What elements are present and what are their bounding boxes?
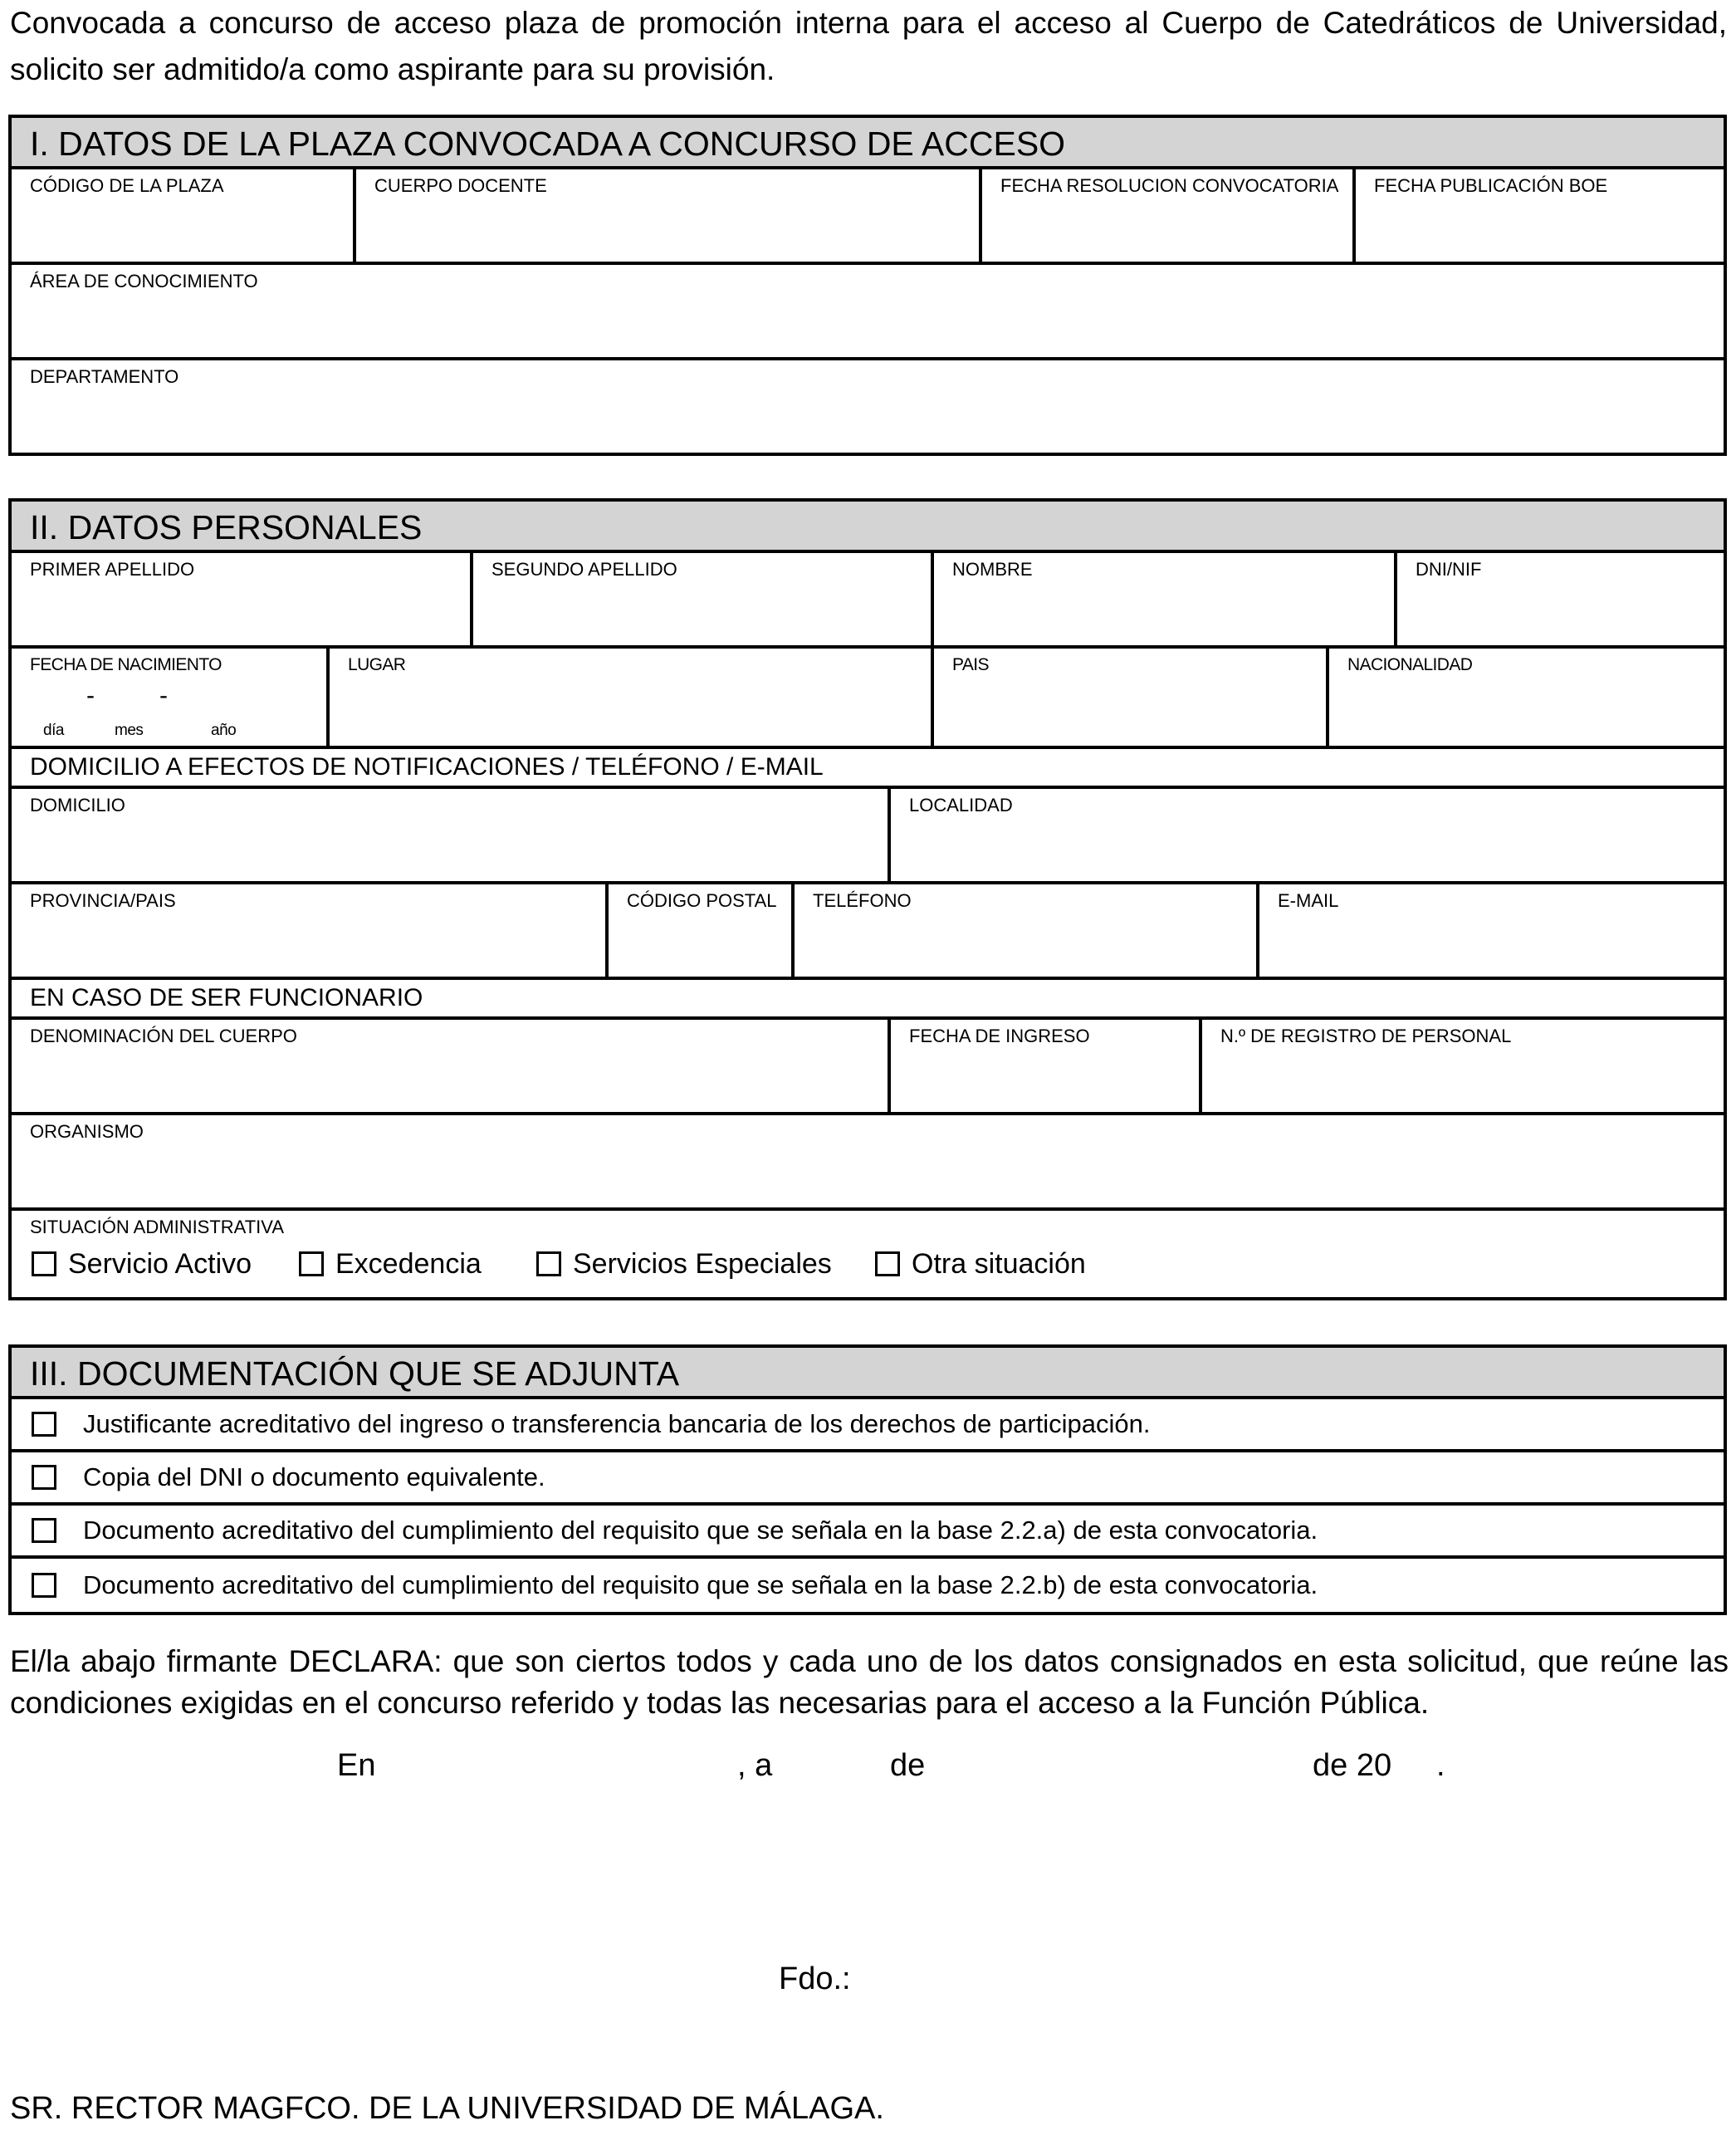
nacionalidad-field[interactable] xyxy=(1329,649,1724,746)
situacion-label: SITUACIÓN ADMINISTRATIVA xyxy=(30,1217,284,1237)
declaration-text: El/la abajo firmante DECLARA: que son ciertos todos y cada uno de los datos consignados en esta solicitud, que reúne las condiciones exigidas en el concurso referido y todas las necesarias para el acceso a la Función Pública. xyxy=(10,1644,1729,1720)
denominacion-cuerpo-field[interactable] xyxy=(12,1020,891,1112)
codigo-postal-label: CÓDIGO POSTAL xyxy=(627,890,777,911)
localidad-field[interactable] xyxy=(891,789,1724,881)
situacion-option-otra[interactable] xyxy=(875,1248,1086,1281)
section-personales-title: II. DATOS PERSONALES xyxy=(12,502,1724,553)
cuerpo-docente-label: CUERPO DOCENTE xyxy=(374,175,547,196)
doc-item-dni[interactable] xyxy=(12,1452,1724,1506)
lugar-field[interactable] xyxy=(330,649,934,746)
departamento-label: DEPARTAMENTO xyxy=(30,366,179,387)
nombre-field[interactable] xyxy=(934,553,1397,645)
domicilio-label: DOMICILIO xyxy=(30,795,125,815)
checkbox-icon[interactable] xyxy=(32,1465,56,1490)
date-dia-label: día xyxy=(43,722,64,739)
doc-item-label: Copia del DNI o documento equivalente. xyxy=(83,1462,545,1491)
provincia-label: PROVINCIA/PAIS xyxy=(30,890,176,911)
fecha-boe-field[interactable] xyxy=(1356,169,1724,262)
fecha-ingreso-label: FECHA DE INGRESO xyxy=(909,1026,1090,1046)
doc-item-requisito-b[interactable] xyxy=(12,1559,1724,1612)
section-documentacion xyxy=(8,1344,1727,1615)
checkbox-icon[interactable] xyxy=(299,1251,324,1276)
area-conocimiento-label: ÁREA DE CONOCIMIENTO xyxy=(30,271,258,291)
situacion-option-label: Excedencia xyxy=(335,1247,482,1280)
organismo-label: ORGANISMO xyxy=(30,1121,144,1142)
doc-item-justificante[interactable] xyxy=(12,1399,1724,1452)
localidad-label: LOCALIDAD xyxy=(909,795,1013,815)
checkbox-icon[interactable] xyxy=(32,1251,56,1276)
fecha-nacimiento-field[interactable] xyxy=(12,649,330,746)
registro-personal-label: N.º DE REGISTRO DE PERSONAL xyxy=(1220,1026,1512,1046)
nombre-label: NOMBRE xyxy=(952,559,1033,580)
fecha-boe-label: FECHA PUBLICACIÓN BOE xyxy=(1374,175,1608,196)
doc-item-requisito-a[interactable] xyxy=(12,1506,1724,1559)
situacion-option-label: Servicios Especiales xyxy=(573,1247,832,1280)
date-anio-label: año xyxy=(211,722,237,739)
telefono-field[interactable] xyxy=(795,884,1259,977)
primer-apellido-label: PRIMER APELLIDO xyxy=(30,559,195,580)
fecha-resolucion-label: FECHA RESOLUCION CONVOCATORIA xyxy=(1000,175,1339,196)
section-plaza-title: I. DATOS DE LA PLAZA CONVOCADA A CONCURSO DE ACCESO xyxy=(12,118,1724,169)
funcionario-subheader: EN CASO DE SER FUNCIONARIO xyxy=(12,980,1724,1020)
situacion-options xyxy=(12,1239,1724,1289)
place-a-label: , a xyxy=(737,1748,773,1783)
doc-item-label: Justificante acreditativo del ingreso o transferencia bancaria de los derechos de participación. xyxy=(83,1409,1151,1438)
domicilio-subheader: DOMICILIO A EFECTOS DE NOTIFICACIONES / TELÉFONO / E-MAIL xyxy=(12,749,1724,789)
dni-label: DNI/NIF xyxy=(1416,559,1482,580)
place-year-label: de 20 xyxy=(1313,1748,1392,1783)
fecha-nacimiento-label: FECHA DE NACIMIENTO xyxy=(30,655,222,674)
recipient-text: SR. RECTOR MAGFCO. DE LA UNIVERSIDAD DE MÁLAGA. xyxy=(10,2091,884,2126)
nacionalidad-label: NACIONALIDAD xyxy=(1347,655,1473,674)
email-field[interactable] xyxy=(1259,884,1724,977)
segundo-apellido-label: SEGUNDO APELLIDO xyxy=(491,559,677,580)
situacion-option-excedencia[interactable] xyxy=(299,1248,536,1281)
doc-item-label: Documento acreditativo del cumplimiento del requisito que se señala en la base 2.2.a) de esta convocatoria. xyxy=(83,1516,1318,1545)
telefono-label: TELÉFONO xyxy=(813,890,912,911)
denominacion-cuerpo-label: DENOMINACIÓN DEL CUERPO xyxy=(30,1026,297,1046)
intro-text: Convocada a concurso de acceso plaza de promoción interna para el acceso al Cuerpo de Catedráticos de Universidad, solicito ser admitido/a como aspirante para su provisión. xyxy=(10,6,1727,86)
pais-label: PAIS xyxy=(952,655,989,674)
place-en-label: En xyxy=(337,1748,376,1783)
date-separator: - xyxy=(159,682,168,709)
checkbox-icon[interactable] xyxy=(32,1518,56,1543)
pais-field[interactable] xyxy=(934,649,1329,746)
doc-item-label: Documento acreditativo del cumplimiento del requisito que se señala en la base 2.2.b) de esta convocatoria. xyxy=(83,1570,1318,1599)
section-documentacion-title: III. DOCUMENTACIÓN QUE SE ADJUNTA xyxy=(12,1348,1724,1399)
date-parts xyxy=(12,682,327,740)
fecha-resolucion-field[interactable] xyxy=(982,169,1356,262)
registro-personal-field[interactable] xyxy=(1202,1020,1724,1112)
date-mes-label: mes xyxy=(115,722,144,739)
departamento-field[interactable] xyxy=(12,360,1724,453)
organismo-field[interactable] xyxy=(12,1115,1724,1207)
checkbox-icon[interactable] xyxy=(875,1251,900,1276)
codigo-plaza-field[interactable] xyxy=(12,169,356,262)
cuerpo-docente-field[interactable] xyxy=(356,169,982,262)
place-dot: . xyxy=(1436,1748,1445,1783)
codigo-plaza-label: CÓDIGO DE LA PLAZA xyxy=(30,175,224,196)
codigo-postal-field[interactable] xyxy=(609,884,795,977)
section-personales xyxy=(8,498,1727,1300)
signature-label: Fdo.: xyxy=(779,1961,851,1996)
dni-field[interactable] xyxy=(1397,553,1724,645)
date-separator: - xyxy=(86,682,95,709)
place-de-label: de xyxy=(890,1748,926,1783)
checkbox-icon[interactable] xyxy=(32,1412,56,1437)
lugar-label: LUGAR xyxy=(348,655,406,674)
section-plaza xyxy=(8,115,1727,456)
checkbox-icon[interactable] xyxy=(32,1573,56,1598)
situacion-option-label: Servicio Activo xyxy=(68,1247,252,1280)
domicilio-field[interactable] xyxy=(12,789,891,881)
provincia-field[interactable] xyxy=(12,884,609,977)
checkbox-icon[interactable] xyxy=(536,1251,561,1276)
primer-apellido-field[interactable] xyxy=(12,553,473,645)
area-conocimiento-field[interactable] xyxy=(12,265,1724,357)
situacion-option-label: Otra situación xyxy=(912,1247,1086,1280)
email-label: E-MAIL xyxy=(1278,890,1339,911)
situacion-option-activo[interactable] xyxy=(32,1248,299,1281)
segundo-apellido-field[interactable] xyxy=(473,553,934,645)
fecha-ingreso-field[interactable] xyxy=(891,1020,1202,1112)
situacion-option-especiales[interactable] xyxy=(536,1248,875,1281)
